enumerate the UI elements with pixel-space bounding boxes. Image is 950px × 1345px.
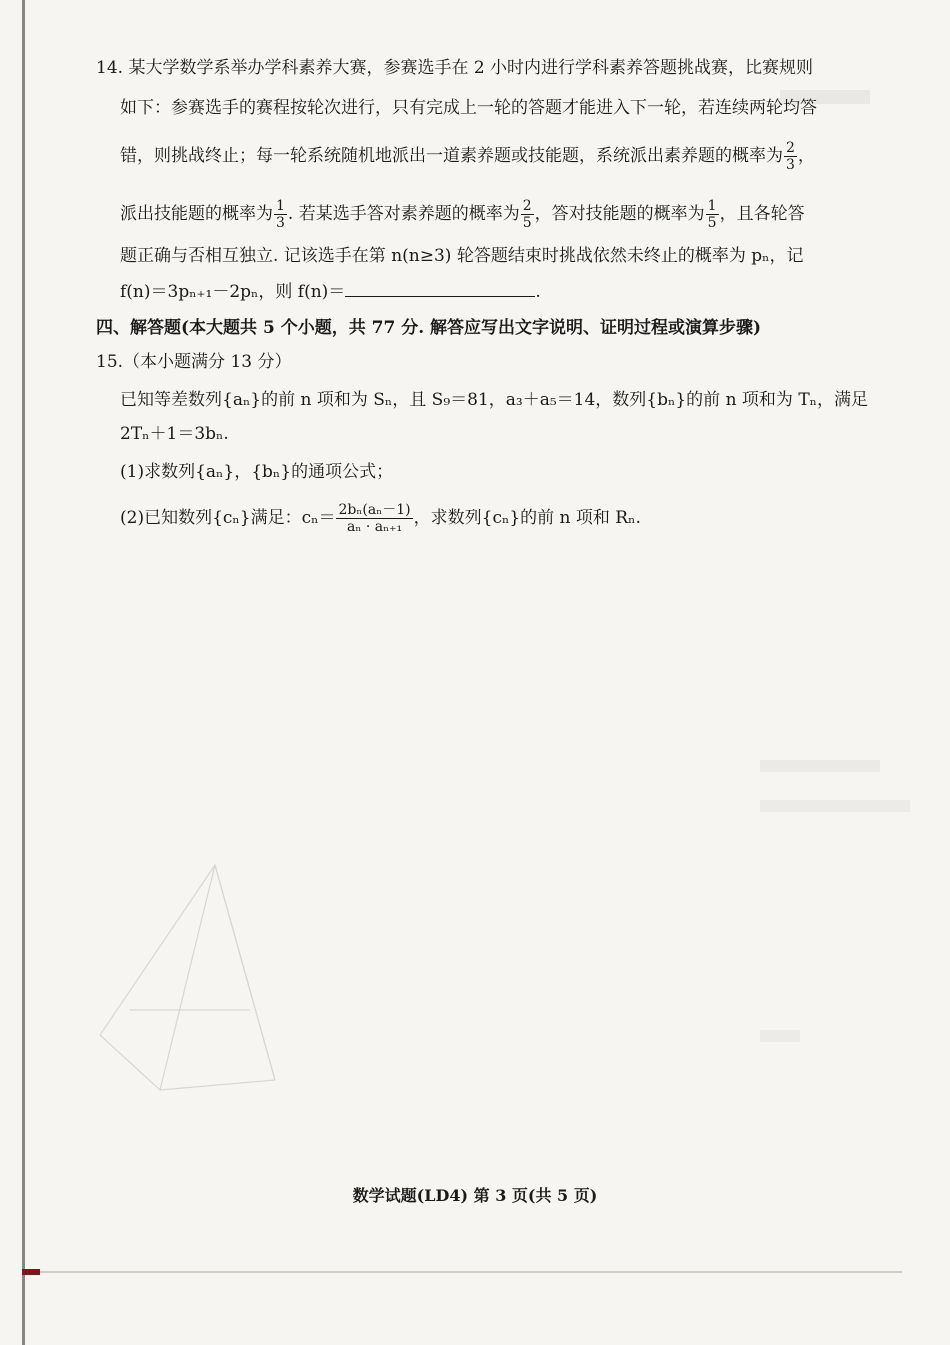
q14-line-5: 题正确与否相互独立. 记该选手在第 n(n≥3) 轮答题结束时挑战依然未终止的概率为 pₙ，记 xyxy=(120,246,804,266)
fraction-numerator: 2 xyxy=(786,140,795,156)
q14-line-4-text-c: ，答对技能题的概率为 xyxy=(534,204,705,224)
q15-line-1: 已知等差数列{aₙ}的前 n 项和为 Sₙ，且 S₉＝81，a₃＋a₅＝14，数列{bₙ}的前 n 项和为 Tₙ，满足 xyxy=(120,390,869,410)
fraction-numerator: 2 xyxy=(522,198,532,214)
q15-part-2-text-a: (2)已知数列{cₙ}满足：cₙ＝ xyxy=(120,508,336,528)
q15-part-2-text-b: ，求数列{cₙ}的前 n 项和 Rₙ. xyxy=(413,508,641,528)
bleed-through-figure xyxy=(90,860,290,1100)
fraction-denominator: 3 xyxy=(786,157,795,173)
q15-part-2 xyxy=(120,502,950,535)
bleed-through-mark xyxy=(760,1030,800,1042)
section-heading: 四、解答题(本大题共 5 个小题，共 77 分. 解答应写出文字说明、证明过程或演算步骤) xyxy=(96,318,762,338)
fraction-denominator: 5 xyxy=(707,215,717,231)
fraction-denominator: 3 xyxy=(276,215,285,231)
q15-part-1: (1)求数列{aₙ}，{bₙ}的通项公式； xyxy=(120,462,394,482)
fraction-su-probability xyxy=(784,140,797,173)
q14-line-6-text: f(n)＝3pₙ₊₁－2pₙ，则 f(n)＝ xyxy=(120,282,346,302)
fraction-denominator: 5 xyxy=(522,215,532,231)
fraction-numerator: 1 xyxy=(707,198,717,214)
answer-blank[interactable] xyxy=(345,282,535,297)
q14-line-4-text-a: 派出技能题的概率为 xyxy=(120,204,273,224)
q14-line-2: 如下：参赛选手的赛程按轮次进行，只有完成上一轮的答题才能进入下一轮，若连续两轮均答 xyxy=(120,98,817,118)
q14-line-4-text-d: ，且各轮答 xyxy=(719,204,805,224)
page-bottom-edge xyxy=(22,1271,902,1273)
q14-line-6: f(n)＝3pₙ₊₁－2pₙ，则 f(n)＝ . xyxy=(120,282,541,302)
q14-line-4 xyxy=(120,198,950,231)
page-left-edge xyxy=(22,0,25,1345)
fraction-cn xyxy=(336,502,412,535)
bleed-through-mark xyxy=(760,800,910,812)
page-footer: 数学试题(LD4) 第 3 页(共 5 页) xyxy=(352,1186,598,1205)
fraction-numerator: 2bₙ(aₙ－1) xyxy=(338,502,411,518)
q14-line-3-text: 错，则挑战终止；每一轮系统随机地派出一道素养题或技能题，系统派出素养题的概率为 xyxy=(120,146,783,166)
fraction-su-right xyxy=(521,198,534,231)
scan-mark xyxy=(22,1269,40,1275)
q14-line-4-text-b: . 若某选手答对素养题的概率为 xyxy=(287,204,520,224)
q15-heading: 15.（本小题满分 13 分） xyxy=(96,352,292,372)
fraction-denominator: aₙ · aₙ₊₁ xyxy=(346,519,403,535)
fraction-numerator: 1 xyxy=(276,198,285,214)
q14-line-1: 14. 某大学数学系举办学科素养大赛，参赛选手在 2 小时内进行学科素养答题挑战赛，比赛规则 xyxy=(96,58,814,78)
fraction-ji-probability xyxy=(274,198,287,231)
bleed-through-mark xyxy=(760,760,880,772)
fraction-ji-right xyxy=(706,198,719,231)
q15-line-2: 2Tₙ＋1＝3bₙ. xyxy=(120,424,229,444)
q14-line-3: 错，则挑战终止；每一轮系统随机地派出一道素养题或技能题，系统派出素养题的概率为 $\frac{2}{3}$ ， xyxy=(120,140,815,173)
